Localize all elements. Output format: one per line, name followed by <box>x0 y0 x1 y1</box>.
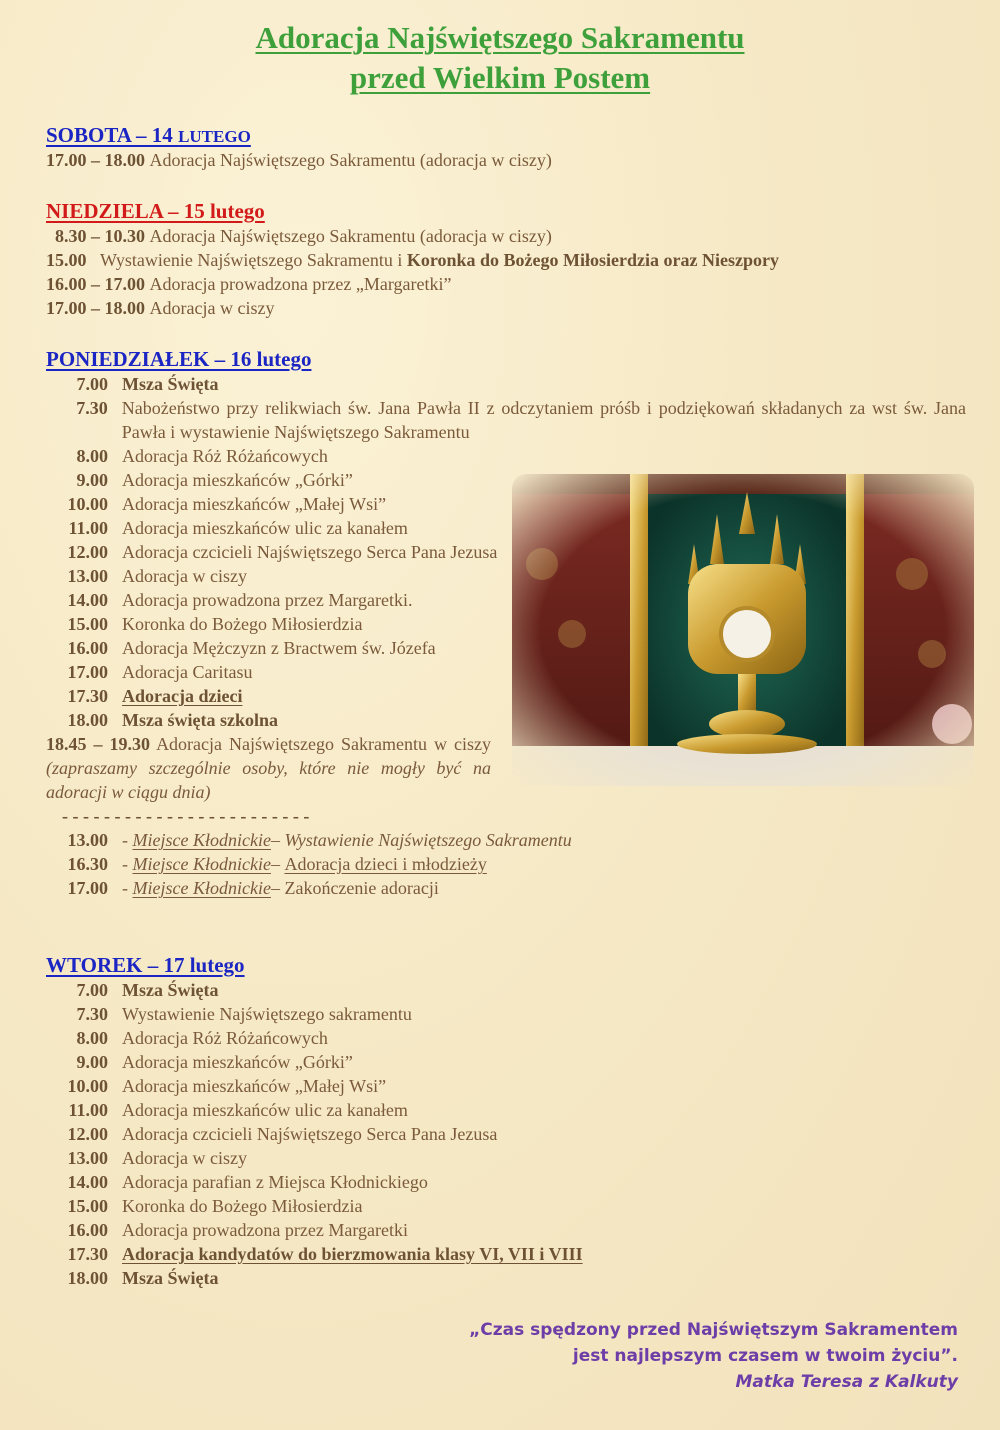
schedule-row-long <box>46 732 491 804</box>
row-text: Msza Święta <box>122 374 219 394</box>
row-time: 15.00 <box>67 614 108 634</box>
row-text: Adoracja Róż Różańcowych <box>122 1028 328 1048</box>
row-text: Adoracja dzieci <box>122 686 243 706</box>
row-text: Adoracja Najświętszego Sakramentu (adoracja w ciszy) <box>149 150 552 170</box>
row-prefix: - <box>122 878 128 898</box>
row-text: Adoracja mieszkańców „Małej Wsi” <box>122 494 387 514</box>
schedule-row <box>46 296 966 320</box>
schedule-row <box>46 1098 966 1122</box>
schedule-row <box>46 396 966 444</box>
row-text: Adoracja Mężczyzn z Bractwem św. Józefa <box>122 638 436 658</box>
row-text: Zakończenie adoracji <box>284 878 439 898</box>
row-text: Adoracja dzieci i młodzieży <box>284 854 487 874</box>
schedule-row <box>46 1050 966 1074</box>
row-time: 18.45 – 19.30 <box>46 734 151 754</box>
row-time: 12.00 <box>67 1124 108 1144</box>
row-text: Adoracja Najświętszego Sakramentu w ciszy <box>156 734 492 754</box>
schedule-row <box>46 1218 966 1242</box>
row-text: Adoracja parafian z Miejsca Kłodnickiego <box>122 1172 428 1192</box>
tuesday-heading: WTOREK – 17 lutego <box>46 953 245 977</box>
row-time: 16.00 – 17.00 <box>46 274 145 294</box>
page-title <box>0 18 1000 98</box>
row-time: 17.00 – 18.00 <box>46 298 145 318</box>
schedule-row <box>46 248 966 272</box>
row-time: 9.00 <box>76 1052 108 1072</box>
row-text: Adoracja mieszkańców „Górki” <box>122 470 353 490</box>
schedule-row <box>46 1170 966 1194</box>
row-time: 15.00 <box>46 250 87 270</box>
row-note: (zapraszamy szczególnie osoby, które nie mogły być na adoracji w ciągu dnia) <box>46 758 491 802</box>
schedule-row <box>46 978 966 1002</box>
row-text: Adoracja Caritasu <box>122 662 253 682</box>
row-text: Adoracja kandydatów do bierzmowania klasy VI, VII i VIII <box>122 1244 583 1264</box>
schedule-row <box>46 148 966 172</box>
row-time: 16.30 <box>67 854 108 874</box>
schedule-row <box>46 444 966 468</box>
row-time: 8.00 <box>76 446 108 466</box>
row-text: Wystawienie Najświętszego Sakramentu <box>284 830 572 850</box>
row-text: Adoracja mieszkańców „Górki” <box>122 1052 353 1072</box>
row-text: Adoracja prowadzona przez „Margaretki” <box>149 274 452 294</box>
row-text: Adoracja czcicieli Najświętszego Serca Pana Jezusa <box>122 542 498 562</box>
row-time: 10.00 <box>67 494 108 514</box>
row-time: 16.00 <box>67 1220 108 1240</box>
schedule-row <box>46 1242 966 1266</box>
monday-heading: PONIEDZIAŁEK – 16 lutego <box>46 347 312 371</box>
row-text: Adoracja czcicieli Najświętszego Serca Pana Jezusa <box>122 1124 498 1144</box>
row-text: Adoracja prowadzona przez Margaretki. <box>122 590 413 610</box>
quote-line-1: „Czas spędzony przed Najświętszym Sakramentem <box>469 1320 958 1340</box>
row-prefix: - <box>122 830 128 850</box>
row-text: Msza święta szkolna <box>122 710 278 730</box>
klodnickie-row <box>46 852 966 876</box>
place-name: Miejsce Kłodnickie <box>132 830 271 850</box>
row-time: 7.00 <box>76 374 108 394</box>
row-time: 17.30 <box>67 686 108 706</box>
row-time: 10.00 <box>67 1076 108 1096</box>
schedule-row <box>46 1026 966 1050</box>
schedule-row <box>46 1122 966 1146</box>
row-text: Adoracja w ciszy <box>122 566 247 586</box>
schedule-row <box>46 1266 966 1290</box>
row-time: 17.00 <box>67 878 108 898</box>
sunday-section <box>46 198 966 320</box>
row-time: 13.00 <box>67 830 108 850</box>
quote-author: Matka Teresa z Kalkuty <box>735 1372 958 1392</box>
row-text: Msza Święta <box>122 980 219 1000</box>
row-time: 15.00 <box>67 1196 108 1216</box>
row-time: 17.00 – 18.00 <box>46 150 145 170</box>
schedule-row <box>46 224 966 248</box>
row-time: 7.00 <box>76 980 108 1000</box>
schedule-row <box>46 372 966 396</box>
row-time: 8.30 – 10.30 <box>46 226 145 246</box>
row-time: 13.00 <box>67 1148 108 1168</box>
klodnickie-row <box>46 876 966 900</box>
row-text-bold: Koronka do Bożego Miłosierdzia oraz Nieszpory <box>406 250 779 270</box>
sunday-heading: NIEDZIELA – 15 lutego <box>46 199 265 223</box>
schedule-row <box>46 1194 966 1218</box>
row-time: 11.00 <box>68 518 108 538</box>
row-time: 13.00 <box>67 566 108 586</box>
tuesday-section <box>46 952 966 1290</box>
row-text: Wystawienie Najświętszego Sakramentu i <box>100 250 403 270</box>
row-sep: – <box>270 854 280 874</box>
quote-block <box>469 1317 958 1395</box>
row-time: 18.00 <box>67 710 108 730</box>
schedule-row <box>46 1146 966 1170</box>
place-name: Miejsce Kłodnickie <box>132 854 271 874</box>
monstrance-photo <box>512 474 974 786</box>
row-time: 14.00 <box>67 590 108 610</box>
row-text: Koronka do Bożego Miłosierdzia <box>122 614 363 634</box>
row-time: 18.00 <box>67 1268 108 1288</box>
monstrance-icon <box>512 474 974 786</box>
row-time: 12.00 <box>67 542 108 562</box>
row-time: 16.00 <box>67 638 108 658</box>
row-text: Wystawienie Najświętszego sakramentu <box>122 1004 412 1024</box>
row-time: 7.30 <box>76 1004 108 1024</box>
row-text: Adoracja prowadzona przez Margaretki <box>122 1220 409 1240</box>
row-text: Koronka do Bożego Miłosierdzia <box>122 1196 363 1216</box>
klodnickie-row <box>46 828 966 852</box>
row-time: 7.30 <box>76 398 108 418</box>
row-time: 11.00 <box>68 1100 108 1120</box>
row-sep: – <box>270 830 280 850</box>
row-prefix: - <box>122 854 128 874</box>
saturday-section <box>46 122 966 172</box>
saturday-heading <box>46 122 966 148</box>
quote-line-2: jest najlepszym czasem w twoim życiu”. <box>572 1346 958 1366</box>
row-text: Nabożeństwo przy relikwiach św. Jana Pawła II z odczytaniem próśb i podziękowań składanych za wst św. Jana Pawła i wystawienie Najświętszego Sakramentu <box>121 398 966 442</box>
schedule-row <box>46 1074 966 1098</box>
title-line-2: przed Wielkim Postem <box>349 60 651 95</box>
schedule-row <box>46 1002 966 1026</box>
row-text: Adoracja mieszkańców ulic za kanałem <box>122 1100 408 1120</box>
row-text: Adoracja mieszkańców „Małej Wsi” <box>122 1076 387 1096</box>
row-text: Msza Święta <box>122 1268 219 1288</box>
title-line-1: Adoracja Najświętszego Sakramentu <box>255 20 745 55</box>
row-time: 17.00 <box>67 662 108 682</box>
row-sep: – <box>270 878 280 898</box>
row-time: 9.00 <box>76 470 108 490</box>
row-text: Adoracja Róż Różańcowych <box>122 446 328 466</box>
row-text: Adoracja w ciszy <box>122 1148 247 1168</box>
saturday-heading-month: LUTEGO <box>178 127 251 146</box>
row-time: 17.30 <box>67 1244 108 1264</box>
row-text: Adoracja w ciszy <box>149 298 275 318</box>
row-time: 8.00 <box>76 1028 108 1048</box>
saturday-heading-main: SOBOTA – 14 <box>46 123 179 147</box>
row-text: Adoracja mieszkańców ulic za kanałem <box>122 518 408 538</box>
row-text: Adoracja Najświętszego Sakramentu (adoracja w ciszy) <box>149 226 552 246</box>
place-name: Miejsce Kłodnickie <box>132 878 271 898</box>
schedule-row <box>46 272 966 296</box>
row-time: 14.00 <box>67 1172 108 1192</box>
divider-dashes: - - - - - - - - - - - - - - - - - - - - - - - - <box>62 806 310 826</box>
